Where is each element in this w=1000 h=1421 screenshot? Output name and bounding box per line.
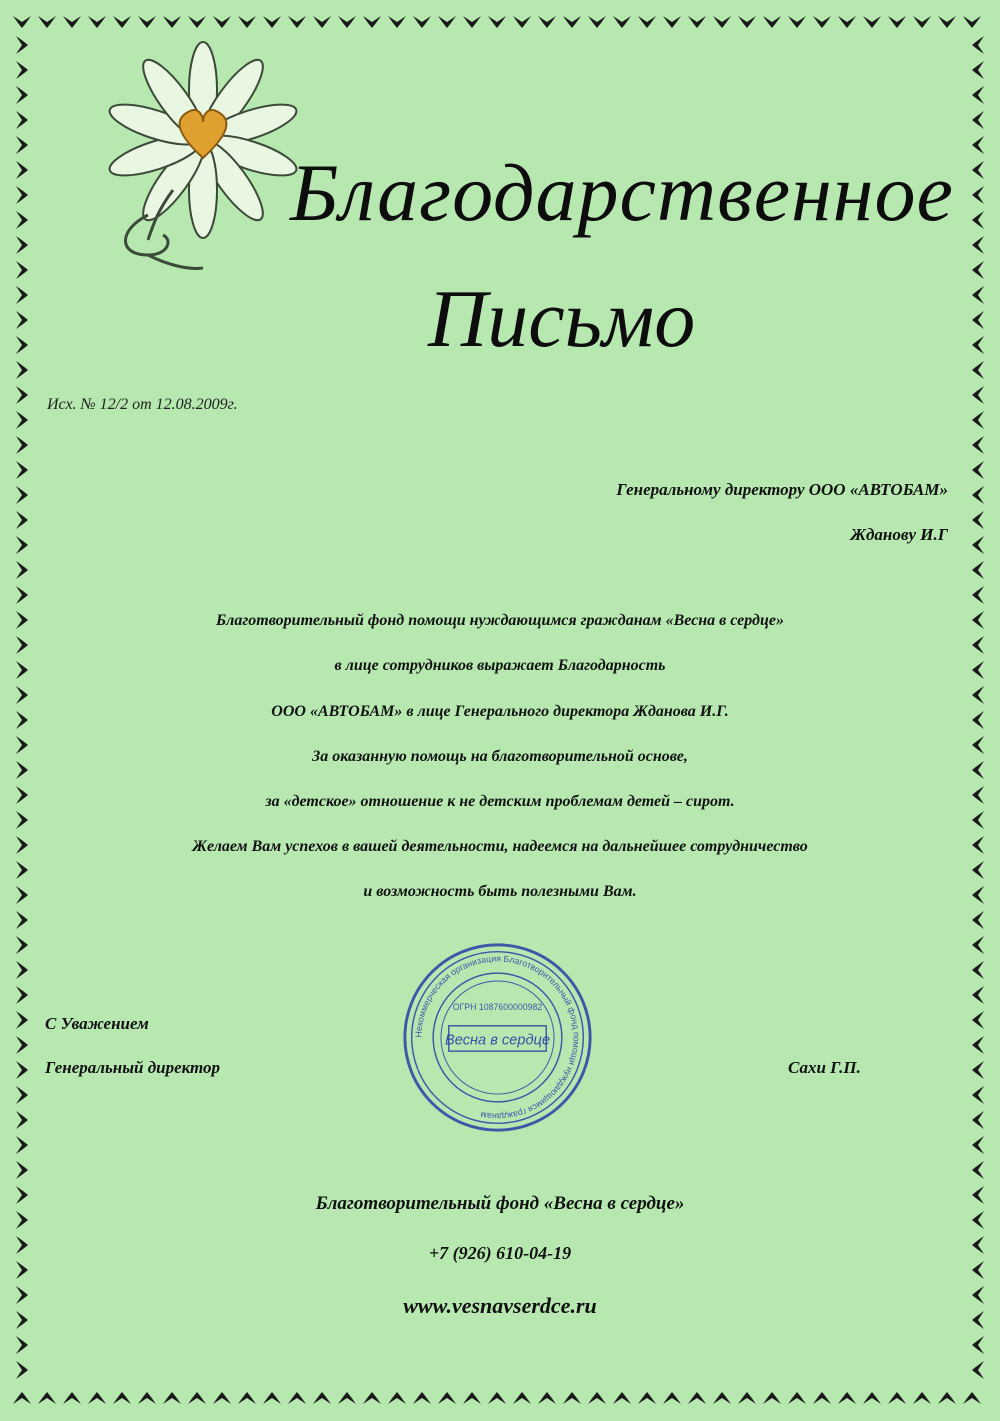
border-mark	[972, 536, 984, 554]
border-mark	[16, 1061, 28, 1079]
border-mark	[313, 1392, 331, 1404]
border-mark	[16, 986, 28, 1004]
border-mark	[972, 1111, 984, 1129]
border-mark	[588, 16, 606, 28]
border-mark	[972, 361, 984, 379]
border-mark	[638, 1392, 656, 1404]
border-mark	[713, 1392, 731, 1404]
addressee-name: Жданову И.Г	[850, 525, 948, 544]
border-mark	[213, 16, 231, 28]
border-mark	[972, 861, 984, 879]
border-mark	[188, 16, 206, 28]
border-mark	[113, 16, 131, 28]
border-mark	[972, 911, 984, 929]
border-mark	[613, 16, 631, 28]
border-mark	[288, 16, 306, 28]
body-line: в лице сотрудников выражает Благодарность	[334, 657, 666, 674]
border-mark	[238, 1392, 256, 1404]
border-mark	[16, 461, 28, 479]
border-mark	[63, 16, 81, 28]
border-mark	[972, 486, 984, 504]
stamp-center-text: Весна в сердце	[444, 1032, 551, 1049]
border-mark	[263, 16, 281, 28]
border-mark	[972, 636, 984, 654]
border-mark	[613, 1392, 631, 1404]
border-mark	[16, 961, 28, 979]
border-mark	[16, 86, 28, 104]
body-line: Желаем Вам успехов в вашей деятельности, надеемся на дальнейшее сотрудничество	[192, 838, 808, 855]
border-mark	[688, 1392, 706, 1404]
border-mark	[16, 1036, 28, 1054]
border-mark	[972, 411, 984, 429]
border-mark	[263, 1392, 281, 1404]
border-mark	[863, 16, 881, 28]
border-mark	[463, 1392, 481, 1404]
border-mark	[16, 311, 28, 329]
border-mark	[438, 16, 456, 28]
border-mark	[16, 536, 28, 554]
border-mark	[688, 16, 706, 28]
border-mark	[888, 16, 906, 28]
border-mark	[972, 511, 984, 529]
border-mark	[972, 1136, 984, 1154]
border-mark	[16, 1086, 28, 1104]
footer-website: www.vesnavserdce.ru	[403, 1293, 597, 1318]
stamp-ring-text: Некоммерческая организация Благотворительный фонд помощи нуждающимся гражданам	[413, 953, 582, 1122]
border-mark	[338, 16, 356, 28]
border-mark	[63, 1392, 81, 1404]
border-mark	[972, 1061, 984, 1079]
border-mark	[972, 336, 984, 354]
border-mark	[972, 936, 984, 954]
border-mark	[538, 16, 556, 28]
border-mark	[16, 161, 28, 179]
border-mark	[763, 1392, 781, 1404]
border-mark	[972, 311, 984, 329]
border-mark	[663, 1392, 681, 1404]
border-mark	[538, 1392, 556, 1404]
border-mark	[16, 1161, 28, 1179]
border-mark	[713, 16, 731, 28]
border-mark	[16, 286, 28, 304]
border-mark	[363, 1392, 381, 1404]
border-mark	[16, 236, 28, 254]
border-mark	[16, 686, 28, 704]
border-mark	[16, 1136, 28, 1154]
border-mark	[388, 1392, 406, 1404]
border-mark	[463, 16, 481, 28]
border-mark	[963, 16, 981, 28]
border-mark	[38, 1392, 56, 1404]
border-mark	[972, 261, 984, 279]
body-line: и возможность быть полезными Вам.	[363, 883, 637, 900]
border-mark	[16, 411, 28, 429]
border-mark	[16, 1011, 28, 1029]
border-mark	[88, 16, 106, 28]
border-mark	[972, 211, 984, 229]
border-mark	[863, 1392, 881, 1404]
border-mark	[972, 236, 984, 254]
border-mark	[238, 16, 256, 28]
body-line: За оказанную помощь на благотворительной основе,	[312, 748, 688, 765]
border-mark	[972, 86, 984, 104]
border-mark	[16, 561, 28, 579]
border-mark	[38, 16, 56, 28]
border-mark	[838, 16, 856, 28]
border-mark	[588, 1392, 606, 1404]
daisy-heart-logo	[78, 40, 298, 280]
border-mark	[16, 136, 28, 154]
border-mark	[16, 261, 28, 279]
border-mark	[972, 1011, 984, 1029]
border-mark	[388, 16, 406, 28]
border-mark	[16, 111, 28, 129]
border-mark	[13, 1392, 31, 1404]
border-mark	[16, 586, 28, 604]
border-mark	[738, 16, 756, 28]
title-line-1: Благодарственное	[290, 147, 954, 238]
footer-phone: +7 (926) 610-04-19	[428, 1243, 572, 1263]
border-mark	[16, 911, 28, 929]
border-mark	[163, 16, 181, 28]
signer-name: Сахи Г.П.	[788, 1058, 861, 1077]
border-mark	[888, 1392, 906, 1404]
border-mark	[413, 1392, 431, 1404]
border-mark	[638, 16, 656, 28]
border-mark	[972, 1036, 984, 1054]
border-mark	[838, 1392, 856, 1404]
border-mark	[188, 1392, 206, 1404]
border-mark	[972, 436, 984, 454]
border-mark	[788, 16, 806, 28]
border-mark	[972, 686, 984, 704]
border-mark	[972, 286, 984, 304]
border-mark	[972, 136, 984, 154]
title-line-2: Письмо	[428, 273, 696, 364]
border-mark	[16, 386, 28, 404]
border-mark	[763, 16, 781, 28]
border-mark	[813, 16, 831, 28]
body-line: за «детское» отношение к не детским проблемам детей – сирот.	[265, 793, 735, 810]
border-mark	[972, 61, 984, 79]
border-mark	[938, 16, 956, 28]
border-mark	[16, 511, 28, 529]
border-mark	[963, 1392, 981, 1404]
border-mark	[972, 111, 984, 129]
border-mark	[972, 1336, 984, 1354]
border-mark	[213, 1392, 231, 1404]
border-mark	[972, 586, 984, 604]
border-mark	[972, 461, 984, 479]
border-mark	[16, 186, 28, 204]
border-mark	[16, 811, 28, 829]
border-mark	[972, 811, 984, 829]
border-mark	[513, 1392, 531, 1404]
border-mark	[16, 336, 28, 354]
border-mark	[972, 986, 984, 1004]
border-mark	[16, 361, 28, 379]
border-mark	[288, 1392, 306, 1404]
border-mark	[913, 1392, 931, 1404]
border-mark	[972, 386, 984, 404]
closing-regards: С Уважением	[45, 1014, 149, 1033]
border-mark	[938, 1392, 956, 1404]
border-mark	[313, 16, 331, 28]
organization-stamp	[400, 940, 595, 1135]
reference-number: Исх. № 12/2 от 12.08.2009г.	[47, 396, 238, 413]
border-mark	[488, 1392, 506, 1404]
border-mark	[16, 486, 28, 504]
border-mark	[16, 211, 28, 229]
stamp-ogrn: ОГРН 1087600000982	[452, 1002, 543, 1013]
border-mark	[663, 16, 681, 28]
body-line: Благотворительный фонд помощи нуждающимся гражданам «Весна в сердце»	[216, 612, 784, 629]
border-mark	[913, 16, 931, 28]
border-mark	[338, 1392, 356, 1404]
border-mark	[113, 1392, 131, 1404]
border-mark	[972, 561, 984, 579]
border-mark	[138, 16, 156, 28]
border-mark	[972, 1086, 984, 1104]
border-mark	[16, 936, 28, 954]
border-mark	[972, 186, 984, 204]
border-mark	[513, 16, 531, 28]
border-mark	[16, 861, 28, 879]
border-mark	[16, 636, 28, 654]
border-mark	[16, 1111, 28, 1129]
border-mark	[13, 16, 31, 28]
border-mark	[813, 1392, 831, 1404]
border-mark	[363, 16, 381, 28]
border-mark	[16, 1336, 28, 1354]
border-mark	[16, 436, 28, 454]
border-mark	[563, 16, 581, 28]
border-mark	[972, 161, 984, 179]
border-mark	[163, 1392, 181, 1404]
border-mark	[138, 1392, 156, 1404]
border-mark	[488, 16, 506, 28]
border-mark	[972, 1361, 984, 1379]
border-mark	[972, 36, 984, 54]
border-mark	[738, 1392, 756, 1404]
addressee-position: Генеральному директору ООО «АВТОБАМ»	[616, 480, 948, 499]
footer-organization: Благотворительный фонд «Весна в сердце»	[315, 1193, 685, 1214]
border-mark	[16, 61, 28, 79]
border-mark	[88, 1392, 106, 1404]
border-mark	[16, 36, 28, 54]
body-line: ООО «АВТОБАМ» в лице Генерального директора Жданова И.Г.	[271, 703, 729, 720]
closing-position: Генеральный директор	[45, 1058, 221, 1077]
border-mark	[972, 1161, 984, 1179]
border-mark	[563, 1392, 581, 1404]
border-mark	[972, 961, 984, 979]
border-mark	[413, 16, 431, 28]
border-mark	[16, 1361, 28, 1379]
border-mark	[438, 1392, 456, 1404]
border-mark	[788, 1392, 806, 1404]
